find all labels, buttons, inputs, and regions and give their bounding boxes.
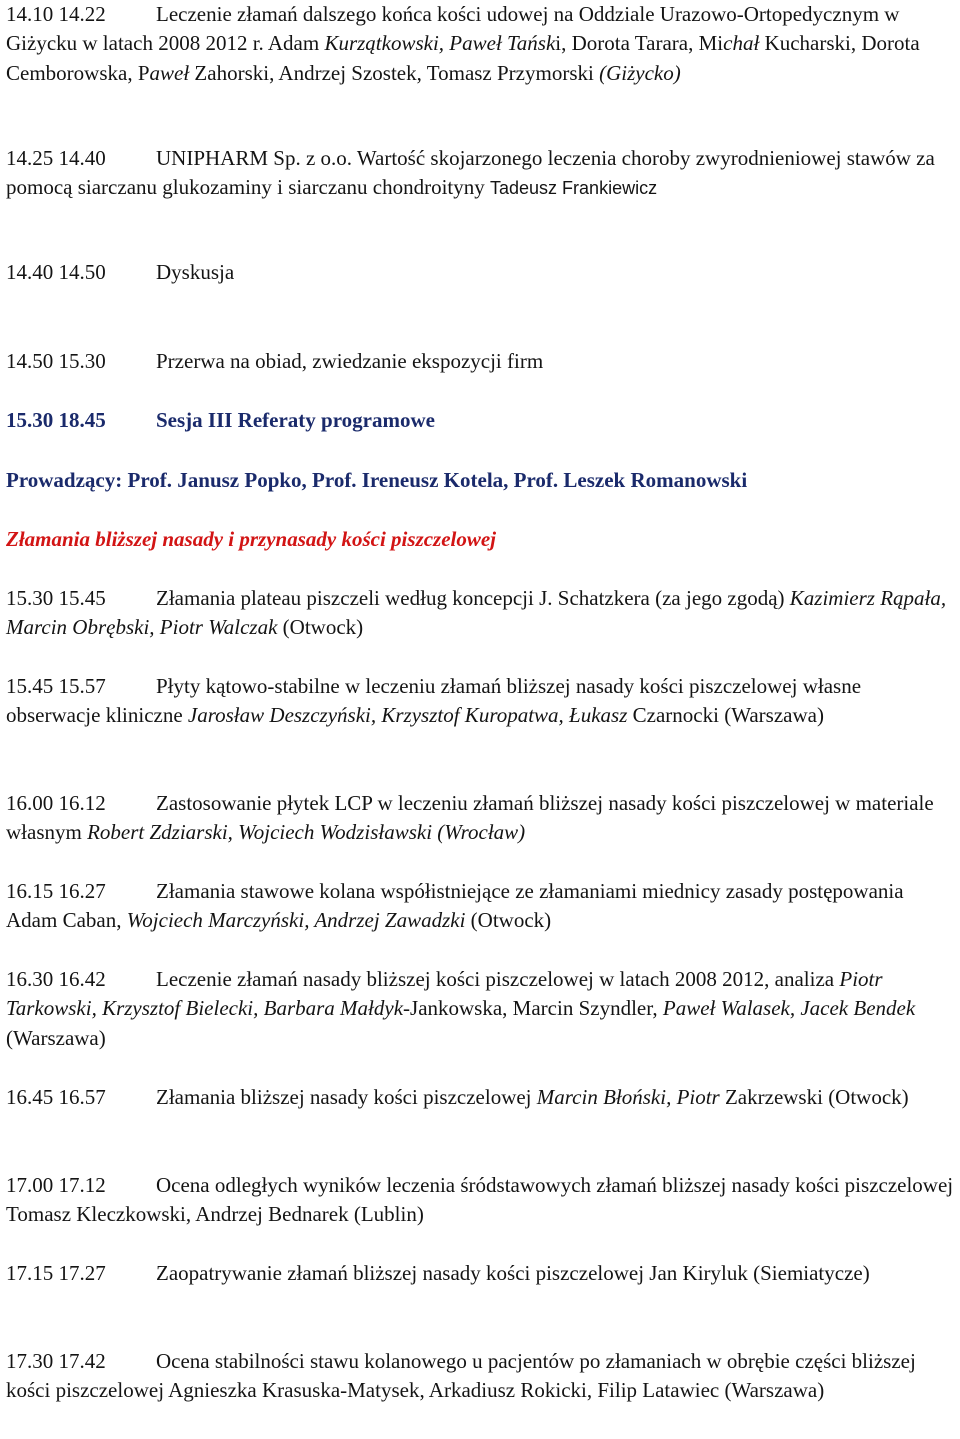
entry-authors-tail: Zakrzewski (Otwock) xyxy=(719,1085,909,1109)
entry-place: (Warszawa) xyxy=(6,1025,106,1050)
program-entry xyxy=(6,789,956,848)
program-entry xyxy=(6,877,956,936)
topic-heading xyxy=(6,525,956,554)
program-entry xyxy=(6,1083,956,1112)
entry-authors: Jarosław Deszczyński, Krzysztof Kuropatwa, Łukasz xyxy=(187,703,628,728)
program-entry xyxy=(6,1347,956,1406)
entry-title: Leczenie złamań dalszego końca kości udowej na Oddziale Urazowo-Ortopedycznym w Giżycku w latach 2008 2012 r. xyxy=(6,2,900,56)
entry-authors: aweł xyxy=(149,60,190,85)
entry-time: 16.30 16.42 xyxy=(6,967,106,991)
program-entry xyxy=(6,0,956,88)
entry-authors: Tadeusz Frankiewicz xyxy=(490,178,658,199)
program-entry xyxy=(6,258,956,287)
entry-title: Zastosowanie płytek LCP w leczeniu złamań bliższej nasady kości piszczelowej w materiale własnym xyxy=(6,791,934,845)
entry-time: 17.00 17.12 xyxy=(6,1173,106,1197)
entry-time: 14.40 14.50 xyxy=(6,260,106,284)
entry-authors: Robert Zdziarski, Wojciech Wodzisławski (Wrocław) xyxy=(87,820,526,845)
entry-authors: Kazimierz Rąpała, Marcin Obrębski, Piotr Walczak xyxy=(6,586,947,640)
entry-time: 14.10 14.22 xyxy=(6,2,106,26)
program-entry xyxy=(6,672,956,731)
entry-time: 17.30 17.42 xyxy=(6,1349,106,1373)
entry-title: UNIPHARM Sp. z o.o. Wartość skojarzonego leczenia choroby zwyrodnieniowej stawów za pomocą siarczanu glukozaminy i siarczanu chondroityny xyxy=(6,146,935,200)
entry-title: Dyskusja xyxy=(156,260,235,284)
entry-authors: Paweł Walasek, Jacek Bendek xyxy=(662,996,916,1021)
program-entry xyxy=(6,144,956,204)
entry-authors-tail: Czarnocki (Warszawa) xyxy=(627,703,824,728)
entry-time: 17.15 17.27 xyxy=(6,1261,106,1285)
entry-title: Ocena odległych wyników leczenia śródstawowych złamań bliższej nasady kości piszczelowej Tomasz Kleczkowski, Andrzej Bednarek (Lublin) xyxy=(6,1173,954,1227)
entry-time: 15.45 15.57 xyxy=(6,674,106,698)
entry-time: 15.30 18.45 xyxy=(6,408,106,432)
session-chairs xyxy=(6,466,956,495)
chairs-label: Prowadzący: Prof. Janusz Popko, Prof. Ireneusz Kotela, Prof. Leszek Romanowski xyxy=(6,468,748,492)
entry-time: 16.15 16.27 xyxy=(6,879,106,903)
entry-authors: Adam xyxy=(267,31,325,56)
entry-title: Leczenie złamań nasady bliższej kości piszczelowej w latach 2008 2012, analiza xyxy=(156,967,840,991)
program-entry xyxy=(6,584,956,643)
entry-authors: Kurzątkowski, Paweł Tańsk xyxy=(324,31,556,56)
session-title: Sesja III Referaty programowe xyxy=(156,408,435,432)
entry-place: (Otwock) xyxy=(277,615,364,640)
entry-title: Złamania plateau piszczeli według koncepcji J. Schatzkera (za jego zgodą) xyxy=(156,586,790,610)
entry-authors: Zahorski, Andrzej Szostek, Tomasz Przymorski xyxy=(189,60,600,85)
entry-authors: -Jankowska, Marcin Szyndler, xyxy=(403,996,663,1021)
entry-title: Płyty kątowo-stabilne w leczeniu złamań bliższej nasady kości piszczelowej własne obserwacje kliniczne xyxy=(6,674,862,728)
program-entry xyxy=(6,965,956,1053)
entry-place: (Giżycko) xyxy=(599,60,681,85)
entry-authors: chał xyxy=(723,31,760,56)
entry-title: Zaopatrywanie złamań bliższej nasady kości piszczelowej Jan Kiryluk (Siemiatycze) xyxy=(156,1261,870,1285)
entry-authors: Wojciech Marczyński, Andrzej Zawadzki xyxy=(126,908,466,933)
entry-place: (Otwock) xyxy=(465,908,552,933)
program-entry xyxy=(6,347,956,376)
entry-time: 16.45 16.57 xyxy=(6,1085,106,1109)
entry-title: Przerwa na obiad, zwiedzanie ekspozycji firm xyxy=(156,349,544,373)
topic-title: Złamania bliższej nasady i przynasady kości piszczelowej xyxy=(6,527,497,551)
entry-authors: Kucharski, Dorota Cemborowska, P xyxy=(6,31,920,85)
entry-authors: i, Dorota Tarara, Mi xyxy=(555,31,724,56)
session-heading xyxy=(6,406,956,435)
entry-title: Złamania bliższej nasady kości piszczelowej xyxy=(156,1085,537,1109)
entry-title: Ocena stabilności stawu kolanowego u pacjentów po złamaniach w obrębie części bliższej kości piszczelowej Agnieszka Krasuska-Matysek, Arkadiusz Rokicki, Filip Latawiec (Warszawa) xyxy=(6,1349,916,1403)
entry-time: 14.25 14.40 xyxy=(6,146,106,170)
program-entry xyxy=(6,1171,956,1230)
entry-authors: Piotr Tarkowski, Krzysztof Bielecki, Barbara Małdyk xyxy=(6,967,883,1021)
entry-time: 15.30 15.45 xyxy=(6,586,106,610)
entry-time: 16.00 16.12 xyxy=(6,791,106,815)
entry-title: Złamania stawowe kolana współistniejące ze złamaniami miednicy zasady postępowania xyxy=(156,879,904,903)
entry-authors: Adam Caban, xyxy=(6,908,127,933)
entry-authors: Marcin Błoński, Piotr xyxy=(536,1085,720,1109)
program-entry xyxy=(6,1259,956,1288)
entry-time: 14.50 15.30 xyxy=(6,349,106,373)
